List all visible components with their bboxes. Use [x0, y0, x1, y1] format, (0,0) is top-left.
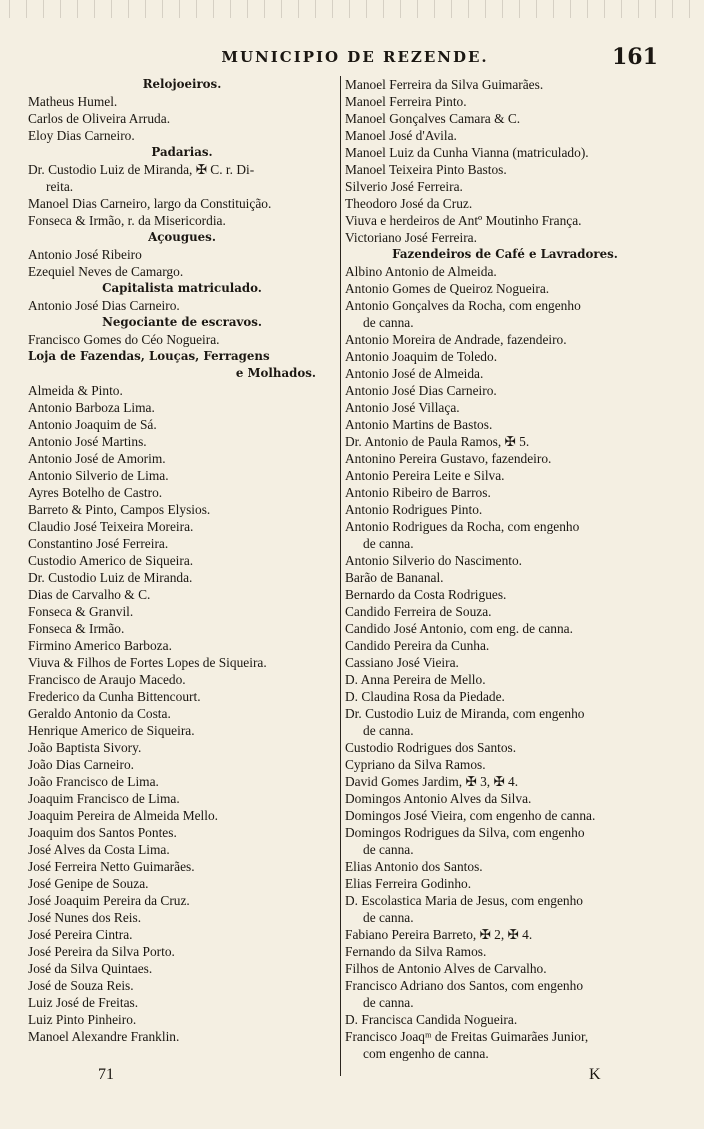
list-entry: Domingos Rodrigues da Silva, com engenho [345, 825, 585, 840]
page-header-title: MUNICIPIO DE REZENDE. [221, 48, 489, 66]
list-entry: Custodio Rodrigues dos Santos. [345, 740, 517, 755]
list-entry: Dias de Carvalho & C. [28, 587, 151, 602]
section-heading: Loja de Fazendas, Louças, Ferragens [28, 349, 270, 363]
list-entry-continuation: de canna. [363, 315, 414, 330]
list-entry: Antonio José de Amorim. [28, 451, 166, 466]
list-entry: Joaquim dos Santos Pontes. [28, 825, 177, 840]
list-entry: Carlos de Oliveira Arruda. [28, 111, 171, 126]
list-entry: D. Francisca Candida Nogueira. [345, 1012, 518, 1027]
list-entry: Fonseca & Irmão. [28, 621, 125, 636]
list-entry: Fonseca & Irmão, r. da Misericordia. [28, 213, 226, 228]
list-entry: Elias Antonio dos Santos. [345, 859, 483, 874]
list-entry: Candido Ferreira de Souza. [345, 604, 492, 619]
list-entry: Francisco de Araujo Macedo. [28, 672, 186, 687]
list-entry: Manoel Ferreira da Silva Guimarães. [345, 77, 544, 92]
list-entry: Joaquim Francisco de Lima. [28, 791, 180, 806]
list-entry: Almeida & Pinto. [28, 383, 123, 398]
list-entry: Candido Pereira da Cunha. [345, 638, 490, 653]
list-entry: Theodoro José da Cruz. [345, 196, 473, 211]
page-top-edge [0, 0, 704, 18]
list-entry: Fabiano Pereira Barreto, ✠ 2, ✠ 4. [345, 927, 533, 942]
list-entry: Domingos Antonio Alves da Silva. [345, 791, 532, 806]
list-entry: Antonio Rodrigues Pinto. [345, 502, 483, 517]
list-entry: Barreto & Pinto, Campos Elysios. [28, 502, 211, 517]
list-entry: Constantino José Ferreira. [28, 536, 169, 551]
left-column [28, 76, 336, 1045]
list-entry: Antonino Pereira Gustavo, fazendeiro. [345, 451, 552, 466]
section-heading: Negociante de escravos. [102, 315, 262, 329]
list-entry: D. Claudina Rosa da Piedade. [345, 689, 505, 704]
list-entry: Antonio José Dias Carneiro. [28, 298, 180, 313]
list-entry: José Genipe de Souza. [28, 876, 149, 891]
list-entry: Antonio Gonçalves da Rocha, com engenho [345, 298, 581, 313]
list-entry: Antonio Gomes de Queiroz Nogueira. [345, 281, 550, 296]
list-entry: Ayres Botelho de Castro. [28, 485, 163, 500]
list-entry: Manoel Dias Carneiro, largo da Constituição. [28, 196, 272, 211]
list-entry: Manoel Alexandre Franklin. [28, 1029, 180, 1044]
list-entry: Manoel Ferreira Pinto. [345, 94, 467, 109]
list-entry: Antonio José Ribeiro [28, 247, 142, 262]
list-entry-continuation: de canna. [363, 995, 414, 1010]
list-entry: Barão de Bananal. [345, 570, 444, 585]
section-heading: Relojoeiros. [142, 77, 222, 91]
list-entry: José Joaquim Pereira da Cruz. [28, 893, 190, 908]
list-entry: Dr. Custodio Luiz de Miranda, ✠ C. r. Di- [28, 162, 255, 177]
list-entry: Albino Antonio de Almeida. [345, 264, 497, 279]
list-entry: José Pereira da Silva Porto. [28, 944, 175, 959]
list-entry: Cypriano da Silva Ramos. [345, 757, 486, 772]
list-entry: Antonio Rodrigues da Rocha, com engenho [345, 519, 580, 534]
list-entry: José de Souza Reis. [28, 978, 134, 993]
list-entry: Filhos de Antonio Alves de Carvalho. [345, 961, 547, 976]
right-column [345, 76, 665, 1062]
list-entry: Silverio José Ferreira. [345, 179, 463, 194]
list-entry: Manoel Teixeira Pinto Bastos. [345, 162, 507, 177]
list-entry: Fonseca & Granvil. [28, 604, 134, 619]
list-entry: Antonio José de Almeida. [345, 366, 484, 381]
list-entry: Fernando da Silva Ramos. [345, 944, 487, 959]
list-entry: Antonio Silverio de Lima. [28, 468, 169, 483]
list-entry: Victoriano José Ferreira. [345, 230, 477, 245]
list-entry: Candido José Antonio, com eng. de canna. [345, 621, 573, 636]
list-entry: D. Escolastica Maria de Jesus, com engenho [345, 893, 583, 908]
list-entry: Manoel Luiz da Cunha Vianna (matriculado). [345, 145, 589, 160]
list-entry: João Francisco de Lima. [28, 774, 159, 789]
signature-mark-left: 71 [98, 1066, 114, 1083]
list-entry: Matheus Humel. [28, 94, 118, 109]
list-entry-continuation: reita. [46, 179, 74, 194]
list-entry: Bernardo da Costa Rodrigues. [345, 587, 507, 602]
section-heading: Padarias. [151, 145, 213, 159]
list-entry: Antonio Martins de Bastos. [345, 417, 493, 432]
column-divider [340, 76, 341, 1076]
list-entry: José Pereira Cintra. [28, 927, 133, 942]
list-entry: Joaquim Pereira de Almeida Mello. [28, 808, 219, 823]
list-entry: Dr. Antonio de Paula Ramos, ✠ 5. [345, 434, 530, 449]
list-entry: David Gomes Jardim, ✠ 3, ✠ 4. [345, 774, 519, 789]
list-entry: Francisco Gomes do Céo Nogueira. [28, 332, 220, 347]
list-entry: Cassiano José Vieira. [345, 655, 459, 670]
list-entry: Antonio Moreira de Andrade, fazendeiro. [345, 332, 567, 347]
list-entry: José da Silva Quintaes. [28, 961, 153, 976]
list-entry: Antonio Ribeiro de Barros. [345, 485, 491, 500]
list-entry: D. Anna Pereira de Mello. [345, 672, 486, 687]
list-entry: Francisco Joaqᵐ de Freitas Guimarães Junior, [345, 1029, 589, 1044]
list-entry: José Nunes dos Reis. [28, 910, 142, 925]
list-entry: Antonio José Dias Carneiro. [345, 383, 497, 398]
list-entry: Antonio Barboza Lima. [28, 400, 155, 415]
list-entry: Eloy Dias Carneiro. [28, 128, 135, 143]
list-entry: Viuva e herdeiros de Antº Moutinho França. [345, 213, 582, 228]
list-entry: Antonio Silverio do Nascimento. [345, 553, 523, 568]
list-entry: Domingos José Vieira, com engenho de canna. [345, 808, 596, 823]
list-entry: Henrique Americo de Siqueira. [28, 723, 195, 738]
list-entry: Elias Ferreira Godinho. [345, 876, 472, 891]
list-entry: Dr. Custodio Luiz de Miranda, com engenho [345, 706, 585, 721]
list-entry-continuation: de canna. [363, 910, 414, 925]
list-entry: João Dias Carneiro. [28, 757, 134, 772]
section-heading: Capitalista matriculado. [102, 281, 262, 295]
page-number: 161 [612, 44, 658, 70]
list-entry: Francisco Adriano dos Santos, com engenho [345, 978, 584, 993]
list-entry: Ezequiel Neves de Camargo. [28, 264, 184, 279]
section-heading: Fazendeiros de Café e Lavradores. [392, 247, 618, 261]
list-entry: Antonio Joaquim de Sá. [28, 417, 157, 432]
section-heading: e Molhados. [235, 366, 316, 380]
list-entry: Frederico da Cunha Bittencourt. [28, 689, 201, 704]
list-entry: José Alves da Costa Lima. [28, 842, 170, 857]
list-entry-continuation: de canna. [363, 842, 414, 857]
section-heading: Açougues. [148, 230, 216, 244]
list-entry: Luiz José de Freitas. [28, 995, 139, 1010]
list-entry: Custodio Americo de Siqueira. [28, 553, 194, 568]
signature-mark-right: K [589, 1066, 601, 1083]
list-entry: Viuva & Filhos de Fortes Lopes de Siqueira. [28, 655, 267, 670]
list-entry: Firmino Americo Barboza. [28, 638, 172, 653]
list-entry: Antonio Joaquim de Toledo. [345, 349, 498, 364]
list-entry-continuation: de canna. [363, 723, 414, 738]
list-entry: Antonio Pereira Leite e Silva. [345, 468, 505, 483]
list-entry: José Ferreira Netto Guimarães. [28, 859, 195, 874]
list-entry: Manoel Gonçalves Camara & C. [345, 111, 521, 126]
list-entry: Geraldo Antonio da Costa. [28, 706, 171, 721]
list-entry: Luiz Pinto Pinheiro. [28, 1012, 137, 1027]
list-entry: Antonio José Villaça. [345, 400, 460, 415]
list-entry: Dr. Custodio Luiz de Miranda. [28, 570, 193, 585]
list-entry: Antonio José Martins. [28, 434, 147, 449]
list-entry: João Baptista Sivory. [28, 740, 142, 755]
list-entry: Claudio José Teixeira Moreira. [28, 519, 194, 534]
list-entry-continuation: de canna. [363, 536, 414, 551]
list-entry: Manoel José d'Avila. [345, 128, 457, 143]
list-entry-continuation: com engenho de canna. [363, 1046, 489, 1061]
